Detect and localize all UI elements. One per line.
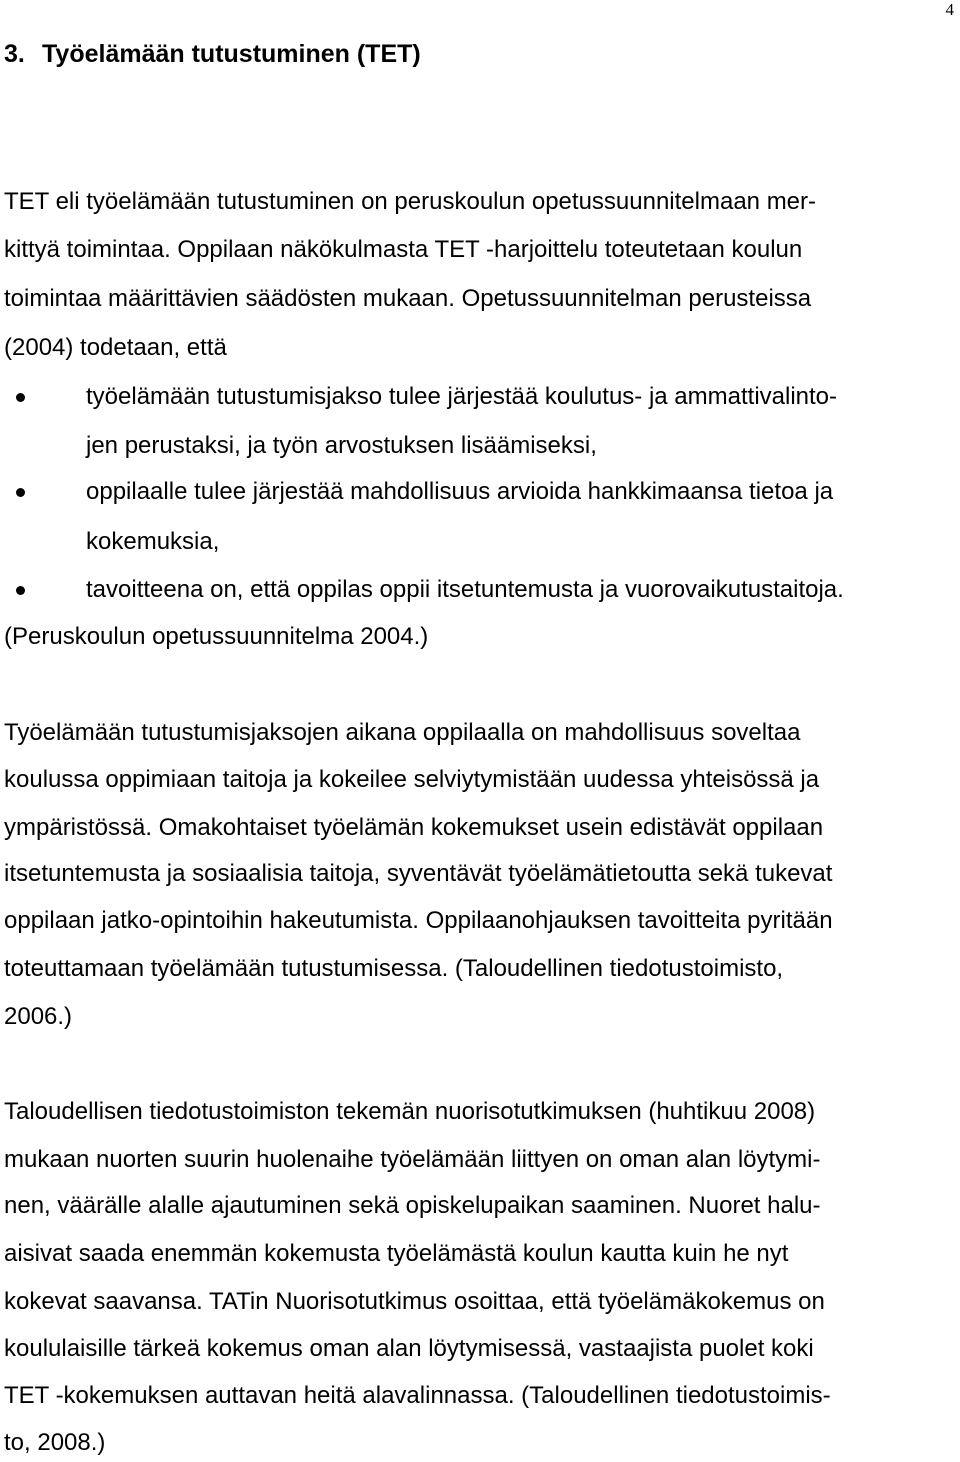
bullet-line: jen perustaksi, ja työn arvostuksen lisäämiseksi, xyxy=(86,432,597,459)
paragraph-line: ympäristössä. Omakohtaiset työelämän kokemukset usein edistävät oppilaan xyxy=(4,814,824,841)
section-heading xyxy=(4,40,421,69)
paragraph-line: nen, väärälle alalle ajautuminen sekä opiskelupaikan saaminen. Nuoret halu- xyxy=(4,1192,821,1219)
section-title: Työelämään tutustuminen (TET) xyxy=(42,40,421,68)
paragraph-line: kokevat saavansa. TATin Nuorisotutkimus osoittaa, että työelämäkokemus on xyxy=(4,1288,825,1315)
paragraph-line: 2006.) xyxy=(4,1003,73,1030)
paragraph-line: aisivat saada enemmän kokemusta työelämästä koulun kautta kuin he nyt xyxy=(4,1240,789,1267)
paragraph-line: (2004) todetaan, että xyxy=(4,334,227,361)
paragraph-line: itsetuntemusta ja sosiaalisia taitoja, syventävät työelämätietoutta sekä tukevat xyxy=(4,860,833,887)
citation: (Peruskoulun opetussuunnitelma 2004.) xyxy=(4,623,429,650)
paragraph-line: TET -kokemuksen auttavan heitä alavalinnassa. (Taloudellinen tiedotustoimis- xyxy=(4,1382,831,1409)
paragraph-line: mukaan nuorten suurin huolenaihe työelämään liittyen on oman alan löytymi- xyxy=(4,1146,821,1173)
page-number: 4 xyxy=(945,0,954,19)
paragraph-line: koululaisille tärkeä kokemus oman alan löytymisessä, vastaajista puolet koki xyxy=(4,1335,814,1362)
paragraph-line: toteuttamaan työelämään tutustumisessa. (Taloudellinen tiedotustoimisto, xyxy=(4,955,784,982)
section-number: 3. xyxy=(4,40,25,68)
paragraph-line: koulussa oppimiaan taitoja ja kokeilee selviytymistään uudessa yhteisössä ja xyxy=(4,766,820,793)
bullet-line: tavoitteena on, että oppilas oppii itsetuntemusta ja vuorovaikutustaitoja. xyxy=(86,576,844,603)
bullet-line: oppilaalle tulee järjestää mahdollisuus arvioida hankkimaansa tietoa ja xyxy=(86,478,834,505)
paragraph-line: kittyä toimintaa. Oppilaan näkökulmasta TET -harjoittelu toteutetaan koulun xyxy=(4,236,803,263)
bullet-line: kokemuksia, xyxy=(86,528,220,555)
paragraph-line: Taloudellisen tiedotustoimiston tekemän nuorisotutkimuksen (huhtikuu 2008) xyxy=(4,1098,816,1125)
bullet-dot-icon xyxy=(16,488,25,497)
bullet-line: työelämään tutustumisjakso tulee järjestää koulutus- ja ammattivalinto- xyxy=(86,383,838,410)
paragraph-line: TET eli työelämään tutustuminen on peruskoulun opetussuunnitelmaan mer- xyxy=(4,188,817,215)
paragraph-line: to, 2008.) xyxy=(4,1429,106,1456)
bullet-dot-icon xyxy=(16,393,25,402)
paragraph-line: Työelämään tutustumisjaksojen aikana oppilaalla on mahdollisuus soveltaa xyxy=(4,719,801,746)
paragraph-line: oppilaan jatko-opintoihin hakeutumista. Oppilaanohjauksen tavoitteita pyritään xyxy=(4,907,833,934)
bullet-dot-icon xyxy=(16,586,25,595)
paragraph-line: toimintaa määrittävien säädösten mukaan. Opetussuunnitelman perusteissa xyxy=(4,285,812,312)
